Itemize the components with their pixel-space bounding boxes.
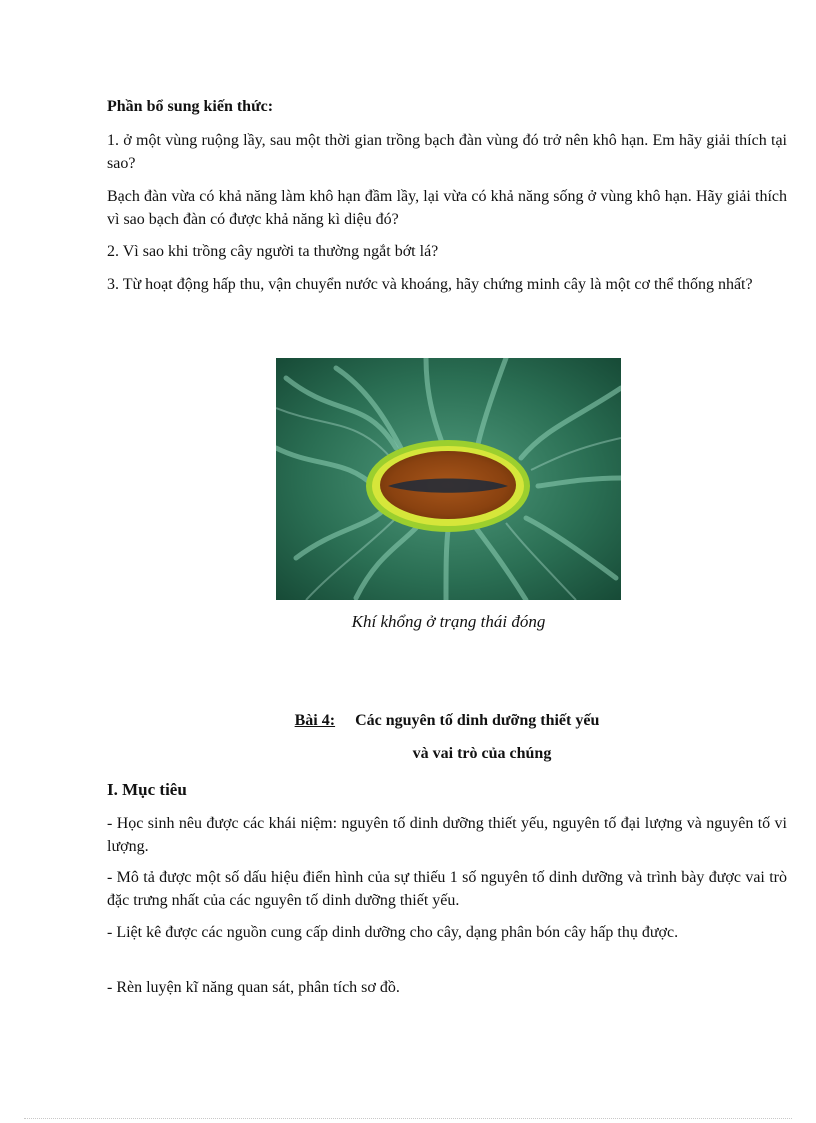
stoma-illustration xyxy=(276,358,621,600)
lesson-title-line-1 xyxy=(107,712,787,730)
question-1: 1. ở một vùng ruộng lầy, sau một thời gian trồng bạch đàn vùng đó trở nên khô hạn. Em hãy giải thích tại sao? xyxy=(107,132,787,172)
question-3: 3. Từ hoạt động hấp thu, vận chuyển nước và khoáng, hãy chứng minh cây là một cơ thể thống nhất? xyxy=(107,276,753,293)
lesson-title-line-2: và vai trò của chúng xyxy=(412,745,552,762)
objective-item: - Học sinh nêu được các khái niệm: nguyên tố dinh dưỡng thiết yếu, nguyên tố đại lượng và nguyên tố vi lượng. xyxy=(107,815,787,855)
objective-item: - Mô tả được một số dấu hiệu điển hình của sự thiếu 1 số nguyên tố dinh dưỡng và trình bày được vai trò đặc trưng nhất của các nguyên tố dinh dưỡng thiết yếu. xyxy=(107,869,787,909)
stoma-closed-image xyxy=(276,358,621,600)
objective-item: - Liệt kê được các nguồn cung cấp dinh dưỡng cho cây, dạng phân bón cây hấp thụ được. xyxy=(107,924,679,941)
supplement-heading: Phần bổ sung kiến thức: xyxy=(107,98,274,115)
objective-item: - Rèn luyện kĩ năng quan sát, phân tích sơ đồ. xyxy=(107,979,400,996)
lesson-title-text: Các nguyên tố dinh dưỡng thiết yếu xyxy=(355,712,600,729)
question-1-followup: Bạch đàn vừa có khả năng làm khô hạn đầm lầy, lại vừa có khả năng sống ở vùng khô hạn. Hãy giải thích vì sao bạch đàn có được khả năng kì diệu đó? xyxy=(107,188,787,228)
figure-caption: Khí khổng ở trạng thái đóng xyxy=(351,612,546,631)
section-heading: I. Mục tiêu xyxy=(107,780,187,799)
lesson-number: Bài 4: xyxy=(294,712,336,729)
page-bottom-divider xyxy=(24,1118,792,1119)
question-2: 2. Vì sao khi trồng cây người ta thường ngắt bớt lá? xyxy=(107,243,439,260)
